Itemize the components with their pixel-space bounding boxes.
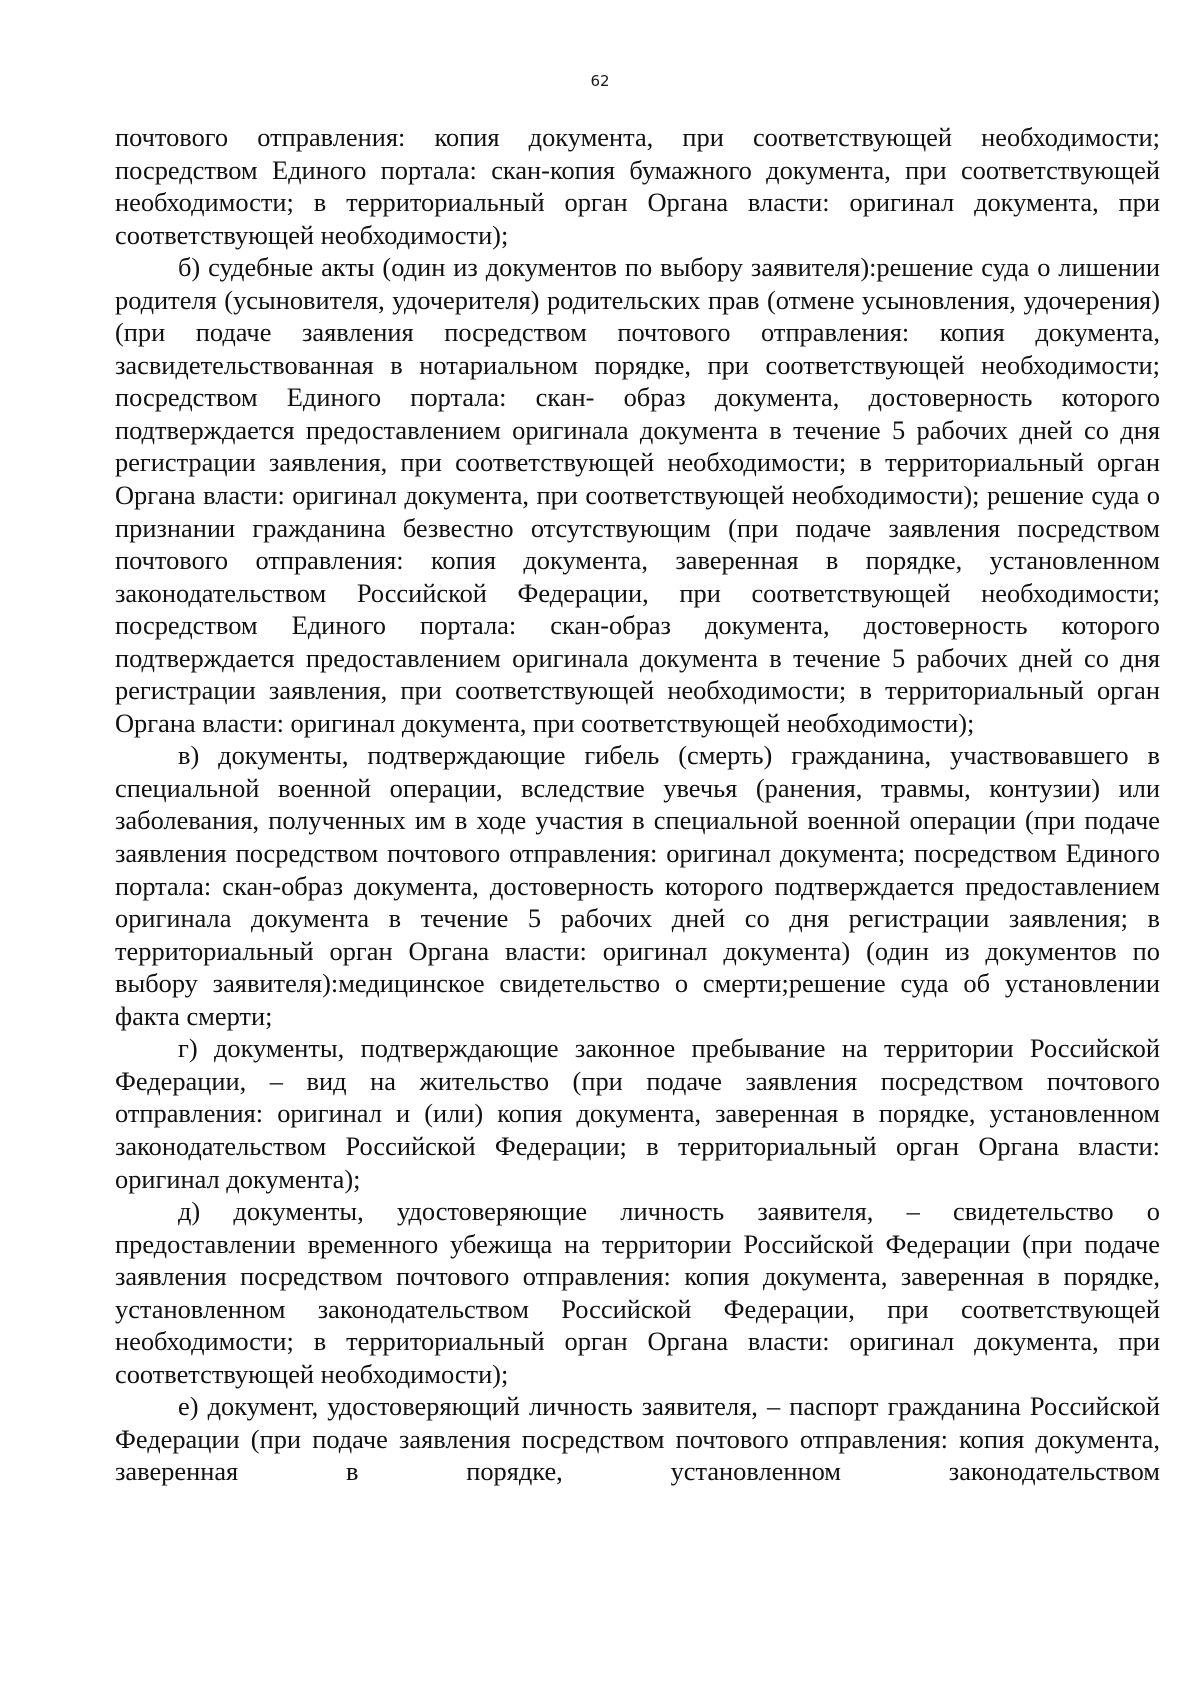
document-body xyxy=(115,121,1160,1488)
page-number: 62 xyxy=(590,72,610,90)
paragraph-continuation: почтового отправления: копия документа, при соответствующей необходимости; посредством Единого портала: скан-копия бумажного документа, при соответствующей необходимости; в территориальный орган Органа власти: оригинал документа, при соответствующей необходимости); xyxy=(115,122,1160,250)
paragraph-item-v-death-documents: в) документы, подтверждающие гибель (смерть) гражданина, участвовавшего в специальной военной операции, вследствие увечья (ранения, травмы, контузии) или заболевания, полученных им в ходе участия в специальной военной операции (при подаче заявления посредством почтового отправления: оригинал документа; посредством Единого портала: скан-образ документа, достоверность которого подтверждается предоставлением оригинала документа в течение 5 рабочих дней со дня регистрации заявления; в территориальный орган Органа власти: оригинал документа) (один из документов по выбору заявителя):медицинское свидетельство о смерти;решение суда об установлении факта смерти; xyxy=(115,740,1160,1031)
paragraph-item-b-court-acts: б) судебные акты (один из документов по выбору заявителя):решение суда о лишении родителя (усыновителя, удочерителя) родительских прав (отмене усыновления, удочерения) (при подаче заявления посредством почтового отправления: копия документа, засвидетельствованная в нотариальном порядке, при соответствующей необходимости; посредством Единого портала: скан- образ документа, достоверность которого подтверждается предоставлением оригинала документа в течение 5 рабочих дней со дня регистрации заявления, при соответствующей необходимости; в территориальный орган Органа власти: оригинал документа, при соответствующей необходимости); решение суда о признании гражданина безвестно отсутствующим (при подаче заявления посредством почтового отправления: копия документа, заверенная в порядке, установленном законодательством Российской Федерации, при соответствующей необходимости; посредством Единого портала: скан-образ документа, достоверность которого подтверждается предоставлением оригинала документа в течение 5 рабочих дней со дня регистрации заявления, при соответствующей необходимости; в территориальный орган Органа власти: оригинал документа, при соответствующей необходимости); xyxy=(115,252,1160,738)
paragraph-item-e-passport: е) документ, удостоверяющий личность заявителя, – паспорт гражданина Российской Федерации (при подаче заявления посредством почтового отправления: копия документа, заверенная в порядке, установленном законодательством xyxy=(115,1391,1160,1487)
paragraph-item-d-temporary-asylum: д) документы, удостоверяющие личность заявителя, – свидетельство о предоставлении временного убежища на территории Российской Федерации (при подаче заявления посредством почтового отправления: копия документа, заверенная в порядке, установленном законодательством Российской Федерации, при соответствующей необходимости; в территориальный орган Органа власти: оригинал документа, при соответствующей необходимости); xyxy=(115,1196,1160,1389)
paragraph-item-g-residence-permit: г) документы, подтверждающие законное пребывание на территории Российской Федерации, – вид на жительство (при подаче заявления посредством почтового отправления: оригинал и (или) копия документа, заверенная в порядке, установленном законодательством Российской Федерации; в территориальный орган Органа власти: оригинал документа); xyxy=(115,1033,1160,1194)
